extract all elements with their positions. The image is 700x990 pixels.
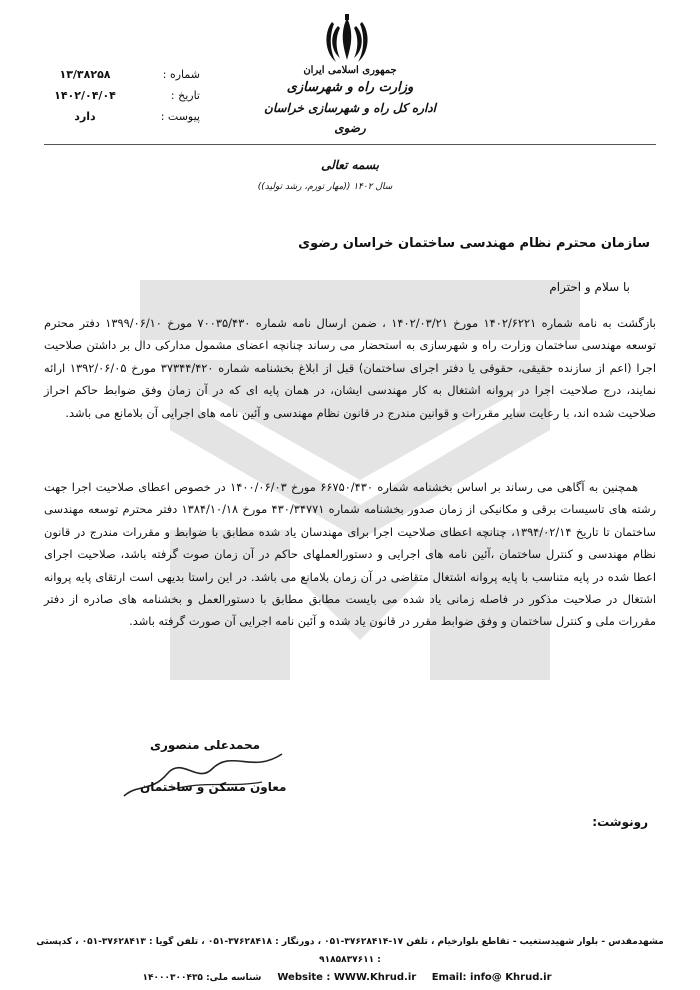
letter-meta: [40, 64, 200, 127]
meta-value: ۱۳/۳۸۲۵۸: [59, 68, 111, 81]
organization-header: [255, 64, 445, 138]
meta-date: [40, 85, 200, 106]
meta-label: پیوست :: [160, 110, 200, 123]
footer-email[interactable]: Email: info@ Khrud.ir: [431, 972, 552, 983]
footer-web: [271, 969, 557, 987]
meta-value: ۱۴۰۲/۰۴/۰۴: [54, 89, 116, 102]
year-slogan: سال ۱۴۰۲ ((مهار تورم، رشد تولید)): [257, 182, 393, 192]
iran-emblem-icon: [322, 14, 372, 66]
signer-title: معاون مسکن و ساختمان: [140, 780, 287, 794]
ministry-title: وزارت راه و شهرسازی: [286, 80, 414, 95]
footer-address: مشهدمقدس - بلوار شهیدستغیب - تقاطع بلوارخیام ، تلفن ۱۷-۳۷۶۲۸۴۱۴-۰۵۱ ، دورنگار : ۳۷۶۲۸۴۱۸-۰۵۱ ، تلفن گویا : ۳۷۶۲۸۴۱۳-۰۵۱ ، کدپستی : ۹۱۸۵۸۳۷۶۱۱: [36, 937, 664, 965]
body-paragraph-2: همچنین به آگاهی می رساند بر اساس بخشنامه شماره ۶۶۷۵۰/۴۳۰ مورخ ۱۴۰۰/۰۶/۰۳ در خصوص اعطای صلاحیت اجرا جهت رشته های تاسیسات برقی و مکانیکی از زمان صدور بخشنامه شماره ۴۳۰/۳۴۷۷۱ مورخ ۱۳۸۴/۱۰/۱۸ دفتر محترم توسعه مهندسی ساختمان تا تاریخ ۱۳۹۴/۰۲/۱۴، چنانچه اعطای صلاحیت اجرا برای مهندسان یاد شده مطابق با ضوابط و مقررات مندرج در قانون نظام مهندسی و کنترل ساختمان ،آئین نامه های اجرایی و دستورالعملهای حاکم در آن زمان صوت گرفته باشد، صلاحیت اجرای اعطا شده در پایه متناسب با پایه پروانه اشتغال متقاضی در آن زمان بلامانع می باشد. در این راستا بدیهی است ارتقای پایه پروانه اشتغال در صلاحیت مذکور در فاصله زمانی یاد شده می بایست مطابق مطابق با دستورالعمل و بخشنامه های صادره از دفتر مقررات ملی و کنترل ساختمان و وفق ضوابط مقرر در قانون یاد شده و آئین نامه اجرایی آن صورت گرفته باشد.: [44, 480, 656, 629]
recipient: سازمان محترم نظام مهندسی ساختمان خراسان رضوی: [298, 236, 650, 251]
signer-name: محمدعلی منصوری: [150, 738, 261, 752]
header-divider: [44, 144, 656, 145]
meta-attachment: [40, 106, 200, 127]
footer: [36, 933, 664, 987]
meta-value: دارد: [74, 110, 96, 123]
directorate-title: اداره کل راه و شهرسازی خراسان رضوی: [264, 101, 436, 135]
signature-scribble-icon: [112, 744, 292, 804]
footer-contact-row: [36, 969, 664, 987]
footer-national-id: شناسه ملی: ۱۴۰۰۰۳۰۰۴۳۵: [142, 973, 262, 983]
greeting: با سلام و احترام: [549, 280, 630, 294]
footer-website[interactable]: Website : WWW.Khrud.ir: [277, 972, 417, 983]
body-paragraph-1: بازگشت به نامه شماره ۱۴۰۲/۶۲۲۱ مورخ ۱۴۰۲/۰۳/۲۱ ، ضمن ارسال نامه شماره ۷۰۰۳۵/۴۳۰ مورخ ۱۳۹۹/۰۶/۱۰ دفتر محترم توسعه مهندسی ساختمان وزارت راه و شهرسازی به استحضار می رساند چنانچه اعضای مشمول مدارکی دال بر داشتن صلاحیت اجرا (اعم از سازنده حقیقی، حقوقی یا دفتر اجرای ساختمان) قبل از ابلاغ بخشنامه شماره ۳۷۳۴۴/۴۲۰ مورخ ۱۳۹۲/۰۶/۰۵ ارائه نمایند، درج صلاحیت اجرا در پروانه اشتغال به کار مهندسی ایشان، در همان پایه ای که در آن زمان وفق ضوابط حاکم احراز صلاحیت شده اند، با رعایت سایر مقررات و قوانین مندرج در قانون نظام مهندسی و آئین نامه های اجرایی آن بلامانع می باشد.: [44, 316, 656, 420]
meta-label: شماره :: [162, 68, 200, 81]
meta-label: تاریخ :: [170, 89, 200, 102]
cc-label: رونوشت:: [592, 815, 648, 829]
bismillah: بسمه تعالی: [320, 158, 380, 172]
meta-number: [40, 64, 200, 85]
republic-title: جمهوری اسلامی ایران: [303, 65, 397, 76]
